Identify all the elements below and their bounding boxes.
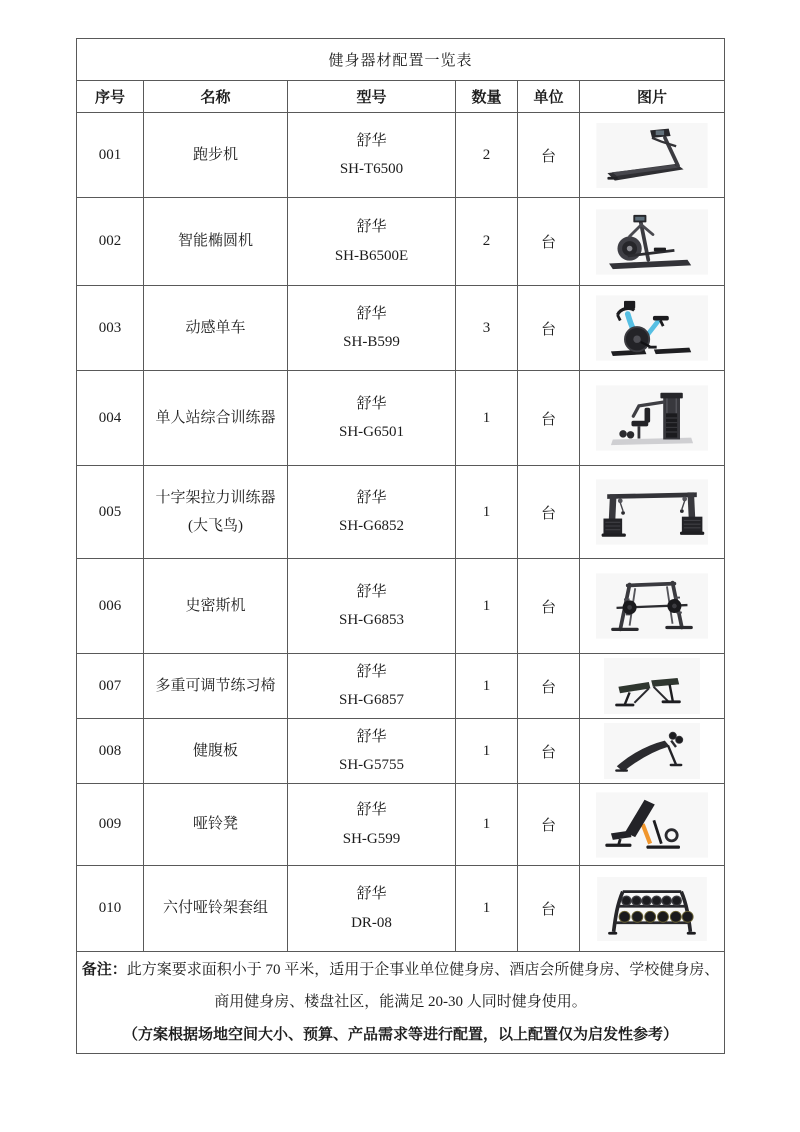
notes-label: 备注：: [81, 962, 127, 978]
notes-text: 此方案要求面积小于 70 平米，适用于企事业单位健身房、酒店会所健身房、学校健身房、商用健身房、楼盘社区，能满足 20-30 人同时健身使用。: [126, 962, 720, 1011]
row-image-cell: [580, 866, 725, 952]
row-qty: 2: [456, 198, 518, 286]
row-qty: 1: [456, 466, 518, 559]
row-qty: 3: [456, 286, 518, 371]
row-qty: 1: [456, 719, 518, 784]
row-image-cell: [580, 286, 725, 371]
row-unit: 台: [518, 286, 580, 371]
row-qty: 2: [456, 113, 518, 198]
notes-row: [77, 952, 725, 1054]
adjustable-bench-image: [604, 658, 700, 714]
table-row: [77, 113, 725, 198]
model-number: SH-G6853: [338, 612, 404, 628]
row-model: [288, 784, 456, 866]
row-name: 多重可调节练习椅: [144, 654, 288, 719]
row-image-cell: [580, 719, 725, 784]
row-model: [288, 113, 456, 198]
smith-machine-image: [596, 572, 708, 640]
row-image-cell: [580, 654, 725, 719]
row-name: 动感单车: [144, 286, 288, 371]
brand: 舒华: [356, 802, 387, 818]
table-row: [77, 866, 725, 952]
row-no: 008: [77, 719, 144, 784]
table-row: [77, 466, 725, 559]
table-row: [77, 784, 725, 866]
row-model: [288, 866, 456, 952]
model-number: SH-G6852: [338, 518, 404, 534]
row-model: [288, 371, 456, 466]
row-qty: 1: [456, 866, 518, 952]
ab-board-image: [604, 723, 700, 779]
brand: 舒华: [356, 663, 387, 680]
row-name: 十字架拉力训练器 (大飞鸟): [144, 466, 288, 559]
row-no: 003: [77, 286, 144, 371]
notes-remark: （方案根据场地空间大小、预算、产品需求等进行配置，以上配置仅为启发性参考）: [123, 1026, 679, 1043]
row-qty: 1: [456, 784, 518, 866]
row-unit: 台: [518, 113, 580, 198]
row-qty: 1: [456, 654, 518, 719]
table-row: [77, 286, 725, 371]
row-model: [288, 286, 456, 371]
cable-crossover-image: [596, 479, 708, 545]
row-name: 单人站综合训练器: [144, 371, 288, 466]
table-row: [77, 654, 725, 719]
row-name: 六付哑铃架套组: [144, 866, 288, 952]
dumbbell-rack-image: [596, 877, 708, 941]
header-row: [77, 81, 725, 113]
row-image-cell: [580, 198, 725, 286]
row-model: [288, 198, 456, 286]
row-unit: 台: [518, 784, 580, 866]
model-number: SH-T6500: [339, 161, 404, 177]
row-no: 009: [77, 784, 144, 866]
row-no: 001: [77, 113, 144, 198]
page-title: 健身器材配置一览表: [77, 39, 725, 81]
model-number: SH-G6857: [338, 692, 404, 708]
row-image-cell: [580, 784, 725, 866]
table-row: [77, 371, 725, 466]
col-header-model: 型号: [288, 81, 456, 113]
col-header-no: 序号: [77, 81, 144, 113]
row-model: [288, 466, 456, 559]
brand: 舒华: [356, 395, 387, 412]
row-model: [288, 719, 456, 784]
model-number: DR-08: [351, 914, 392, 931]
row-unit: 台: [518, 371, 580, 466]
row-no: 005: [77, 466, 144, 559]
col-header-name: 名称: [144, 81, 288, 113]
model-number: SH-B599: [343, 334, 400, 350]
dumbbell-bench-image: [596, 792, 708, 858]
col-header-qty: 数量: [456, 81, 518, 113]
row-no: 006: [77, 559, 144, 654]
row-unit: 台: [518, 559, 580, 654]
row-qty: 1: [456, 559, 518, 654]
row-name: 哑铃凳: [144, 784, 288, 866]
row-unit: 台: [518, 654, 580, 719]
model-number: SH-G5755: [338, 757, 404, 773]
table-row: [77, 719, 725, 784]
brand: 舒华: [356, 728, 387, 745]
row-image-cell: [580, 371, 725, 466]
row-name: 跑步机: [144, 113, 288, 198]
row-qty: 1: [456, 371, 518, 466]
notes-cell: [77, 952, 725, 1054]
row-name: 智能椭圆机: [144, 198, 288, 286]
equipment-table: [76, 38, 725, 1054]
brand: 舒华: [356, 305, 387, 322]
row-unit: 台: [518, 866, 580, 952]
table-row: [77, 559, 725, 654]
row-model: [288, 654, 456, 719]
multi-gym-image: [596, 384, 708, 452]
row-unit: 台: [518, 719, 580, 784]
brand: 舒华: [356, 489, 387, 506]
model-number: SH-G6501: [338, 424, 404, 440]
row-unit: 台: [518, 198, 580, 286]
elliptical-image: [596, 208, 708, 276]
row-no: 004: [77, 371, 144, 466]
row-image-cell: [580, 466, 725, 559]
row-unit: 台: [518, 466, 580, 559]
col-header-image: 图片: [580, 81, 725, 113]
title-row: [77, 39, 725, 81]
brand: 舒华: [356, 886, 387, 902]
model-number: SH-B6500E: [334, 247, 409, 264]
row-name: 健腹板: [144, 719, 288, 784]
row-no: 007: [77, 654, 144, 719]
row-name: 史密斯机: [144, 559, 288, 654]
brand: 舒华: [356, 583, 387, 600]
treadmill-image: [596, 123, 708, 188]
brand: 舒华: [356, 219, 387, 235]
row-model: [288, 559, 456, 654]
table-row: [77, 198, 725, 286]
row-no: 002: [77, 198, 144, 286]
row-image-cell: [580, 113, 725, 198]
spin-bike-image: [596, 295, 708, 361]
row-no: 010: [77, 866, 144, 952]
col-header-unit: 单位: [518, 81, 580, 113]
row-image-cell: [580, 559, 725, 654]
model-number: SH-G599: [342, 830, 401, 847]
brand: 舒华: [356, 132, 387, 149]
